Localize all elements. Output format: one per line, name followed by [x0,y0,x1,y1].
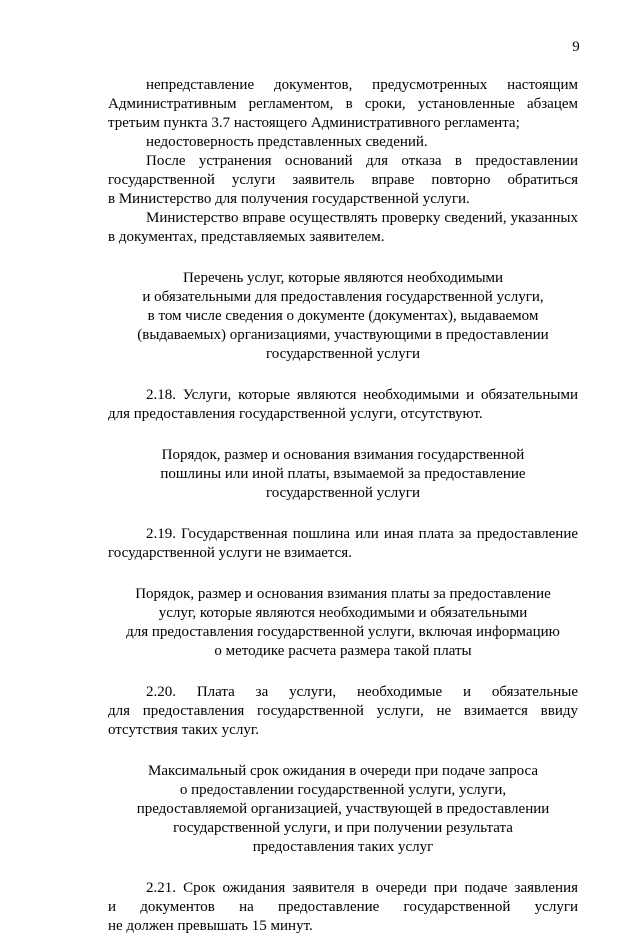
paragraph-2-21 [108,879,578,936]
text-line: 2.18. Услуги, которые являются необходимыми и обязательными [146,387,578,403]
heading-line: Максимальный срок ожидания в очереди при подаче запроса [147,763,539,779]
heading-line: предоставления таких услуг [252,839,434,855]
heading-line: предоставляемой организацией, участвующей в предоставлении [136,801,550,817]
section-heading-state-duty [108,446,578,503]
text-line: государственной услуги заявитель вправе повторно обратиться [108,172,578,188]
heading-line: и обязательными для предоставления государственной услуги, [142,289,544,305]
text-line: не должен превышать 15 минут. [108,918,313,934]
heading-line: Перечень услуг, которые являются необходимыми [182,270,504,286]
text-line: для предоставления государственной услуги, не взимается ввиду [108,703,578,719]
text-line: в Министерство для получения государственной услуги. [108,191,470,207]
section-heading-queue-time [108,762,578,857]
paragraph-false-information [108,133,578,152]
heading-line: государственной услуги, и при получении результата [173,820,513,836]
page-number: 9 [572,39,580,55]
paragraph-2-20 [108,683,578,740]
paragraph-ministry-check [108,209,578,247]
paragraph-reapply [108,152,578,209]
heading-line: (выдаваемых) организациями, участвующими в предоставлении [137,327,549,343]
text-line: третьим пункта 3.7 настоящего Административного регламента; [108,115,520,131]
text-line: недостоверность представленных сведений. [146,134,428,150]
heading-line: государственной услуги [266,485,420,501]
text-line: 2.20. Плата за услуги, необходимые и обязательные [146,684,578,700]
text-line: Административным регламентом, в сроки, установленные абзацем [108,96,578,112]
paragraph-2-19 [108,525,578,563]
heading-line: государственной услуги [266,346,420,362]
heading-line: услуг, которые являются необходимыми и обязательными [158,605,528,621]
paragraph-2-18 [108,386,578,424]
heading-line: о предоставлении государственной услуги, услуги, [179,782,507,798]
text-line: отсутствия таких услуг. [108,722,260,738]
paragraph-missing-documents [108,76,578,133]
heading-line: о методике расчета размера такой платы [214,643,472,659]
text-line: государственной услуги не взимается. [108,545,352,561]
text-line: для предоставления государственной услуги, отсутствуют. [108,406,483,422]
text-line: непредставление документов, предусмотренных настоящим [146,77,578,93]
section-heading-required-services [108,269,578,364]
heading-line: Порядок, размер и основания взимания государственной [161,447,525,463]
text-line: После устранения оснований для отказа в предоставлении [146,153,578,169]
heading-line: в том числе сведения о документе (документах), выдаваемом [147,308,539,324]
document-body [108,76,578,936]
text-line: 2.19. Государственная пошлина или иная плата за предоставление [146,526,578,542]
text-line: в документах, представляемых заявителем. [108,229,385,245]
heading-line: Порядок, размер и основания взимания платы за предоставление [135,586,551,602]
text-line: Министерство вправе осуществлять проверку сведений, указанных [146,210,578,226]
text-line: и документов на предоставление государственной услуги [108,899,578,915]
text-line: 2.21. Срок ожидания заявителя в очереди при подаче заявления [146,880,578,896]
heading-line: пошлины или иной платы, взымаемой за предоставление [160,466,526,482]
heading-line: для предоставления государственной услуги, включая информацию [126,624,560,640]
section-heading-payment-procedure [108,585,578,661]
